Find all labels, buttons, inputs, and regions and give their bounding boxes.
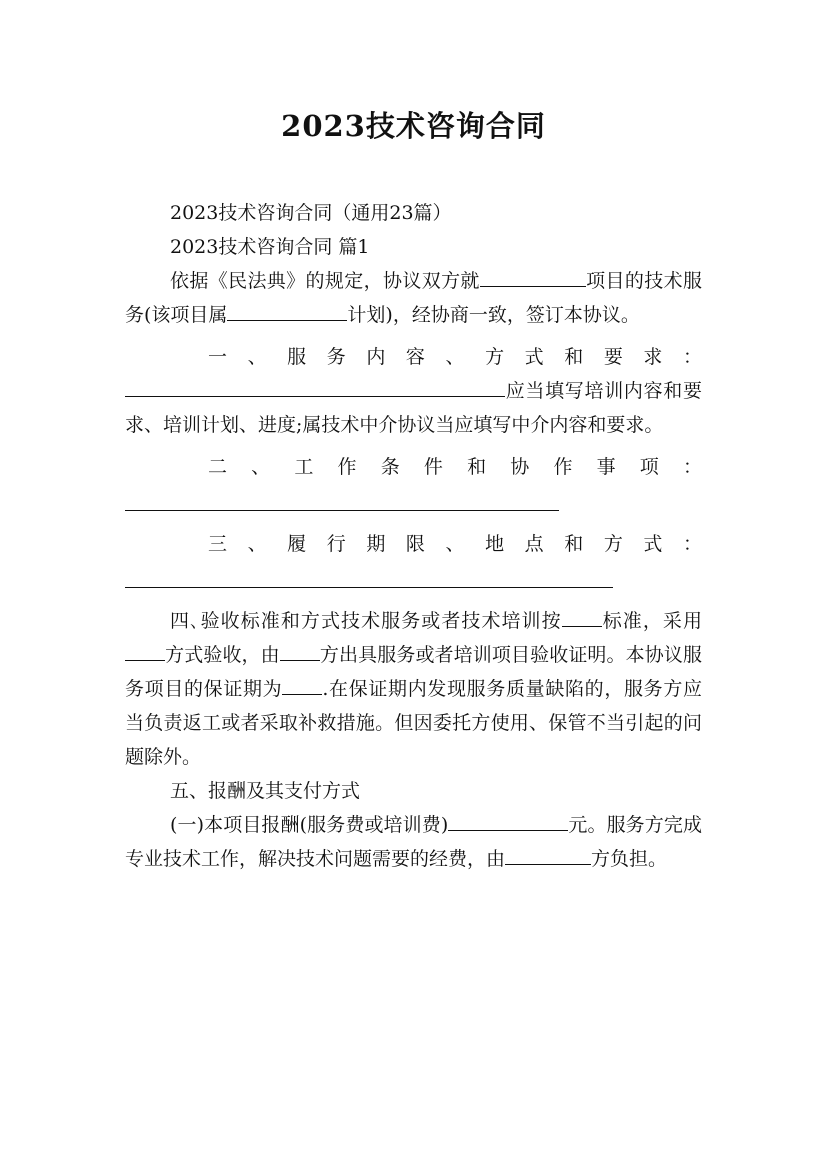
clause4-text-4: 方出具服务或者培训项目验收证明。本协议服务项目的保证期为 bbox=[125, 644, 702, 700]
standard-blank bbox=[562, 604, 602, 627]
clause4-paragraph bbox=[125, 604, 702, 774]
intro-text-3: 计划)，经协商一致，签订本协议。 bbox=[347, 304, 640, 326]
issuer-blank bbox=[280, 638, 320, 661]
document-body bbox=[125, 196, 702, 876]
clause1-text: 应当填写培训内容和要求、培训计划、进度;属技术中介协议当应填写中介内容和要求。 bbox=[125, 380, 702, 436]
clause1-heading: 一、服务内容、方式和要求： bbox=[208, 346, 702, 368]
intro-paragraph bbox=[125, 264, 702, 332]
clause4-text-1: 四､验收标准和方式技术服务或者技术培训按 bbox=[170, 610, 562, 632]
clause5-paragraph bbox=[125, 808, 702, 876]
method-blank bbox=[125, 638, 165, 661]
section-label: 2023技术咨询合同 篇1 bbox=[170, 236, 370, 258]
clause2-heading: 二、工作条件和协作事项： bbox=[208, 456, 702, 478]
intro-text-1: 依据《民法典》的规定，协议双方就 bbox=[170, 270, 480, 292]
clause4-text-5: .在保证期内发现服务质量缺陷的，服务方应当负责返工或者采取补救措施。但因委托方使用、保管不当引起的问题除外。 bbox=[125, 678, 702, 768]
document-title: 2023技术咨询合同 bbox=[281, 109, 546, 143]
clause4-text-3: 方式验收，由 bbox=[165, 644, 280, 666]
warranty-blank bbox=[282, 672, 322, 695]
intro-text-2: 项目的技术服务(该项目属 bbox=[125, 270, 702, 326]
clause5-heading: 五、报酬及其支付方式 bbox=[170, 780, 361, 802]
fee-blank bbox=[448, 808, 568, 831]
clause2-blank bbox=[125, 484, 559, 511]
clause5-text-2: 元。服务方完成专业技术工作，解决技术问题需要的经费，由 bbox=[125, 814, 702, 870]
clause5-text-1: (一)本项目报酬(服务费或培训费) bbox=[170, 814, 449, 836]
clause1-blank bbox=[125, 374, 505, 397]
clause3-heading: 三、履行期限、地点和方式： bbox=[208, 533, 702, 555]
subtitle: 2023技术咨询合同（通用23篇） bbox=[170, 202, 452, 224]
clause3-blank bbox=[125, 561, 613, 588]
clause1-paragraph bbox=[125, 374, 702, 442]
plan-blank bbox=[227, 298, 347, 321]
payer-blank bbox=[505, 842, 591, 865]
clause4-text-2: 标准，采用 bbox=[601, 610, 702, 632]
clause5-text-3: 方负担。 bbox=[591, 848, 668, 870]
project-blank bbox=[480, 264, 586, 287]
